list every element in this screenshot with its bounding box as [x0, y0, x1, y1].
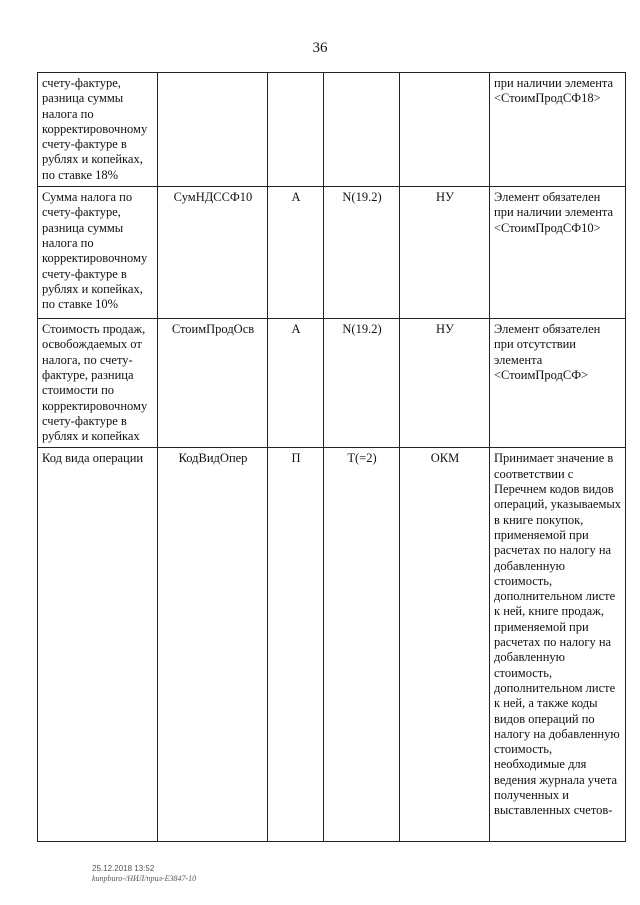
- cell-element-name: Сумма налога по счету-фактуре, разница суммы налога по корректировочному счету-фактуре в рублях и копейках, по ставке 10%: [38, 187, 158, 319]
- specification-table: [37, 72, 626, 842]
- cell-element-tag: СумНДССФ10: [158, 187, 268, 319]
- table-row: [38, 187, 626, 319]
- cell-required-flag: НУ: [400, 319, 490, 448]
- cell-element-type: А: [268, 319, 324, 448]
- cell-required-flag: ОКМ: [400, 448, 490, 842]
- cell-element-format: N(19.2): [324, 187, 400, 319]
- cell-element-format: [324, 73, 400, 187]
- cell-required-flag: НУ: [400, 187, 490, 319]
- table-row: [38, 448, 626, 842]
- page-number: 36: [312, 40, 328, 56]
- cell-required-flag: [400, 73, 490, 187]
- cell-element-type: А: [268, 187, 324, 319]
- cell-element-tag: КодВидОпер: [158, 448, 268, 842]
- cell-additional-info: Принимает значение в соответствии с Перечнем кодов видов операций, указываемых в книге покупок, применяемой при расчетах по налогу на добавленную стоимость, дополнительном листе к ней, книге продаж, применяемой при расчетах по налогу на добавленную стоимость, дополнительном листе к ней, а также коды видов операций по налогу на добавленную стоимость, необходимые для ведения журнала учета полученных и выставленных счетов-: [490, 448, 626, 842]
- cell-element-format: T(=2): [324, 448, 400, 842]
- cell-additional-info: при наличии элемента <СтоимПродСФ18>: [490, 73, 626, 187]
- cell-element-type: П: [268, 448, 324, 842]
- cell-additional-info: Элемент обязателен при наличии элемента <СтоимПродСФ10>: [490, 187, 626, 319]
- cell-additional-info: Элемент обязателен при отсутствии элемента <СтоимПродСФ>: [490, 319, 626, 448]
- cell-element-format: N(19.2): [324, 319, 400, 448]
- footer-document-reference: kunpburo-/НИЛ/прил-Е3847-10: [92, 874, 197, 883]
- cell-element-tag: [158, 73, 268, 187]
- page-footer: [92, 864, 196, 884]
- cell-element-name: Стоимость продаж, освобождаемых от налога, по счету-фактуре, разница стоимости по корректировочному счету-фактуре в рублях и копейках: [38, 319, 158, 448]
- cell-element-name: Код вида операции: [38, 448, 158, 842]
- cell-element-type: [268, 73, 324, 187]
- footer-timestamp: 25.12.2018 13:52: [92, 864, 155, 873]
- table-row: [38, 319, 626, 448]
- cell-element-tag: СтоимПродОсв: [158, 319, 268, 448]
- table-row: [38, 73, 626, 187]
- cell-element-name: счету-фактуре, разница суммы налога по корректировочному счету-фактуре в рублях и копейках, по ставке 18%: [38, 73, 158, 187]
